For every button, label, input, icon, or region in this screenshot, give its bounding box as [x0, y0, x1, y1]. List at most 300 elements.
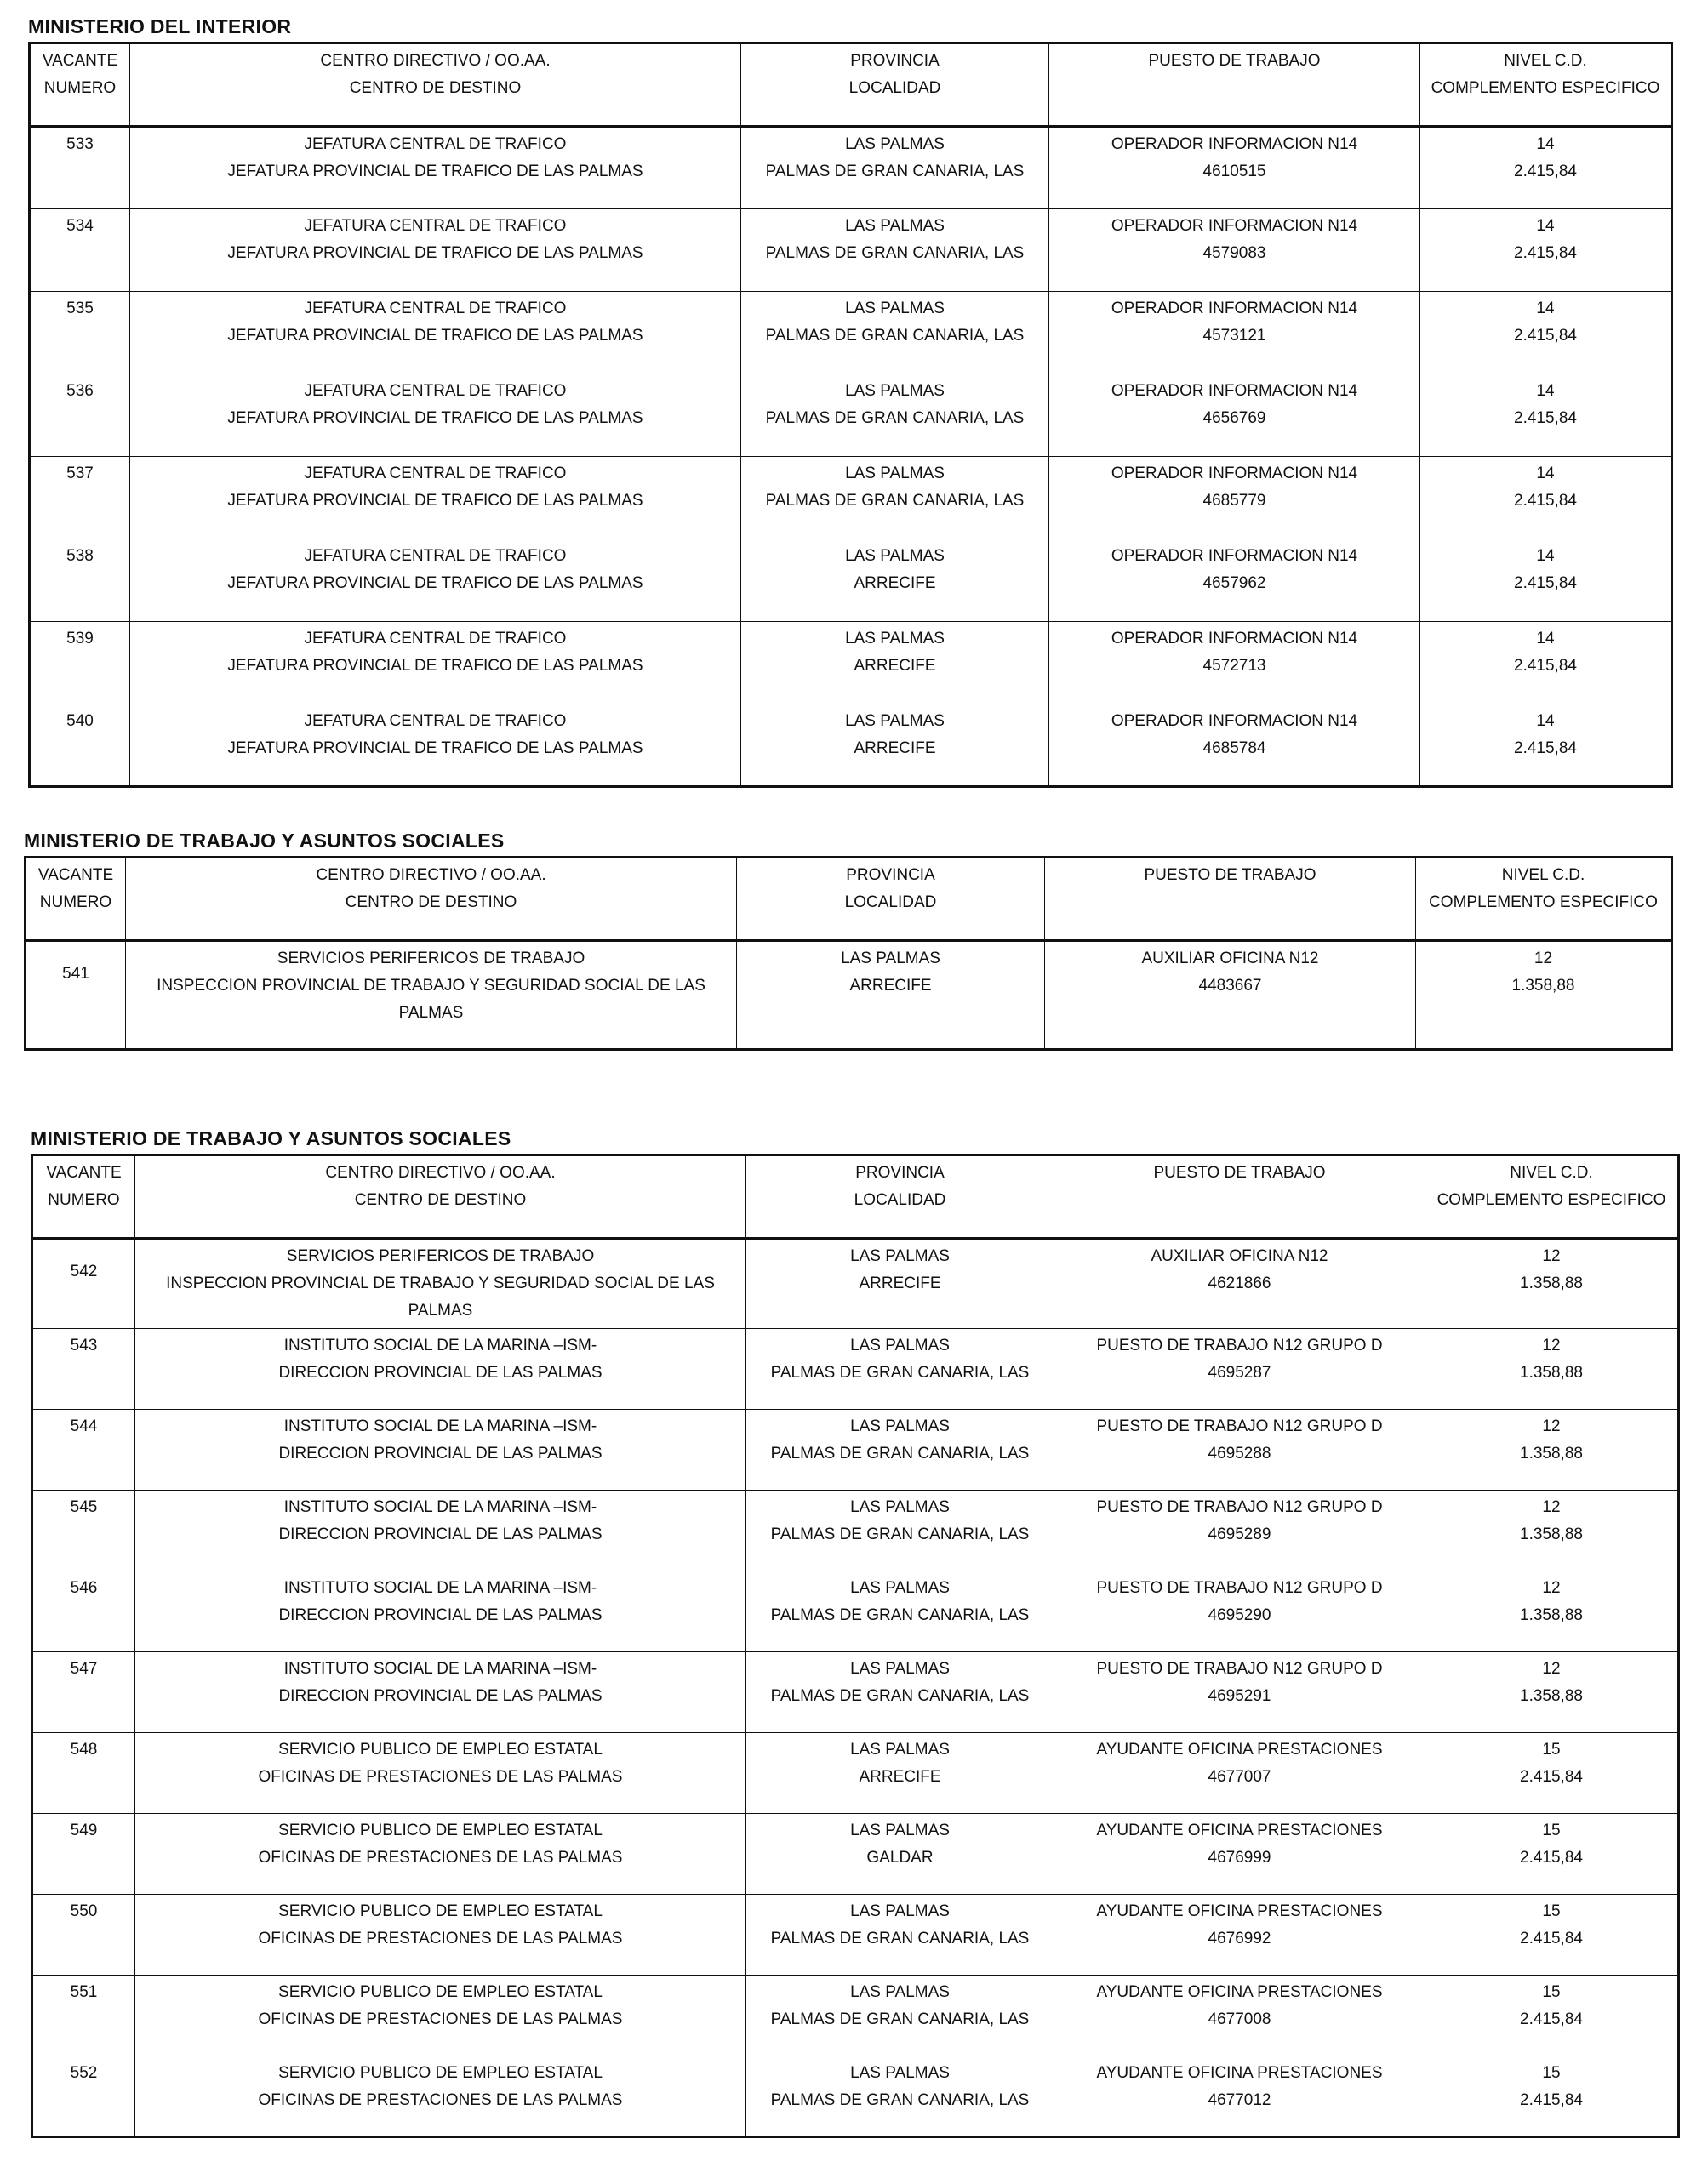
puesto-cell-text: OPERADOR INFORMACION N14 — [1111, 547, 1358, 565]
provincia-cell-text: PALMAS DE GRAN CANARIA, LAS — [765, 492, 1025, 510]
provincia-cell-text: GALDAR — [866, 1849, 934, 1867]
nivel-cell-text: 1.358,88 — [1520, 1274, 1583, 1292]
provincia-cell — [746, 1410, 1054, 1491]
nivel-cell-text: 1.358,88 — [1520, 1364, 1583, 1382]
puesto-cell-text: PUESTO DE TRABAJO N12 GRUPO D — [1096, 1417, 1383, 1435]
vacancy-table — [31, 1154, 1680, 2138]
header-text: CENTRO DE DESTINO — [349, 79, 522, 97]
nivel-cell — [1420, 374, 1672, 457]
provincia-cell-text: LAS PALMAS — [850, 1660, 950, 1678]
puesto-cell-text: PUESTO DE TRABAJO N12 GRUPO D — [1096, 1337, 1383, 1354]
puesto-cell-text: OPERADOR INFORMACION N14 — [1111, 630, 1358, 647]
section-trabajo-1 — [24, 830, 1673, 1051]
provincia-cell-text: LAS PALMAS — [845, 217, 945, 235]
table-row — [32, 1239, 1679, 1329]
nivel-cell-text: 14 — [1536, 135, 1555, 153]
provincia-cell — [746, 1329, 1054, 1410]
table-row — [30, 209, 1672, 292]
vacancy-number-text: 537 — [66, 465, 94, 482]
centro-cell-text: JEFATURA CENTRAL DE TRAFICO — [304, 382, 567, 400]
nivel-cell-text: 1.358,88 — [1511, 977, 1575, 995]
nivel-cell-text: 1.358,88 — [1520, 1445, 1583, 1463]
vacancy-table — [24, 856, 1673, 1051]
vacancy-number-text: 534 — [66, 217, 94, 235]
centro-cell-text: JEFATURA CENTRAL DE TRAFICO — [304, 547, 567, 565]
nivel-cell-text: 2.415,84 — [1520, 1768, 1583, 1786]
nivel-cell — [1420, 457, 1672, 539]
vacancy-number-text: 545 — [70, 1498, 98, 1516]
centro-cell-text: DIRECCION PROVINCIAL DE LAS PALMAS — [278, 1364, 603, 1382]
centro-cell-text: JEFATURA CENTRAL DE TRAFICO — [304, 712, 567, 730]
nivel-cell — [1425, 1652, 1679, 1733]
header-text: COMPLEMENTO ESPECIFICO — [1436, 1191, 1666, 1209]
provincia-cell-text: PALMAS DE GRAN CANARIA, LAS — [770, 1364, 1030, 1382]
puesto-cell-text: 4579083 — [1202, 244, 1266, 262]
header-col4 — [1045, 858, 1416, 941]
table-row — [32, 1814, 1679, 1895]
vacancy-number — [32, 1652, 135, 1733]
provincia-cell-text: PALMAS DE GRAN CANARIA, LAS — [765, 409, 1025, 427]
puesto-cell-text: 4483667 — [1198, 977, 1262, 995]
provincia-cell-text: LAS PALMAS — [850, 1983, 950, 2001]
header-col5 — [1425, 1155, 1679, 1239]
centro-cell-text: INSTITUTO SOCIAL DE LA MARINA –ISM- — [283, 1417, 597, 1435]
puesto-cell-text: 4677008 — [1208, 2010, 1271, 2028]
header-text: CENTRO DIRECTIVO / OO.AA. — [320, 52, 551, 70]
centro-cell-text: INSTITUTO SOCIAL DE LA MARINA –ISM- — [283, 1337, 597, 1354]
centro-cell — [135, 1410, 746, 1491]
provincia-cell-text: LAS PALMAS — [845, 712, 945, 730]
provincia-cell — [741, 374, 1049, 457]
puesto-cell — [1049, 457, 1420, 539]
nivel-cell-text: 2.415,84 — [1520, 2010, 1583, 2028]
nivel-cell-text: 2.415,84 — [1514, 327, 1577, 345]
provincia-cell-text: ARRECIFE — [859, 1768, 941, 1786]
provincia-cell-text: PALMAS DE GRAN CANARIA, LAS — [770, 1930, 1030, 1947]
centro-cell-text: INSTITUTO SOCIAL DE LA MARINA –ISM- — [283, 1579, 597, 1597]
puesto-cell — [1054, 1410, 1425, 1491]
table-header — [26, 858, 1672, 941]
nivel-cell — [1420, 127, 1672, 209]
vacancy-number-text: 541 — [62, 965, 89, 983]
centro-cell-text: JEFATURA PROVINCIAL DE TRAFICO DE LAS PALMAS — [227, 409, 643, 427]
provincia-cell — [741, 622, 1049, 704]
centro-cell-text: SERVICIO PUBLICO DE EMPLEO ESTATAL — [278, 1741, 603, 1759]
nivel-cell-text: 2.415,84 — [1514, 574, 1577, 592]
vacancy-number-text: 548 — [70, 1741, 98, 1759]
provincia-cell-text: LAS PALMAS — [850, 1337, 950, 1354]
nivel-cell-text: 12 — [1542, 1579, 1561, 1597]
puesto-cell-text: AYUDANTE OFICINA PRESTACIONES — [1096, 1741, 1383, 1759]
header-text: PUESTO DE TRABAJO — [1153, 1164, 1326, 1182]
nivel-cell — [1420, 704, 1672, 787]
provincia-cell-text: PALMAS DE GRAN CANARIA, LAS — [765, 244, 1025, 262]
centro-cell-text: JEFATURA CENTRAL DE TRAFICO — [304, 465, 567, 482]
puesto-cell — [1045, 941, 1416, 1050]
vacancy-number-text: 539 — [66, 630, 94, 647]
nivel-cell-text: 12 — [1534, 949, 1553, 967]
header-col1 — [32, 1155, 135, 1239]
centro-cell — [135, 1329, 746, 1410]
header-col2 — [130, 43, 741, 127]
provincia-cell — [746, 1571, 1054, 1652]
nivel-cell-text: 15 — [1542, 1983, 1561, 2001]
provincia-cell-text: LAS PALMAS — [845, 547, 945, 565]
nivel-cell-text: 2.415,84 — [1514, 657, 1577, 675]
centro-cell-text: DIRECCION PROVINCIAL DE LAS PALMAS — [278, 1687, 603, 1705]
centro-cell-text: INSTITUTO SOCIAL DE LA MARINA –ISM- — [283, 1498, 597, 1516]
section-trabajo-2 — [31, 1127, 1680, 2138]
table-row — [32, 1410, 1679, 1491]
header-col3 — [746, 1155, 1054, 1239]
puesto-cell-text: 4677007 — [1208, 1768, 1271, 1786]
header-text: CENTRO DIRECTIVO / OO.AA. — [316, 866, 546, 884]
nivel-cell — [1420, 622, 1672, 704]
puesto-cell-text: 4695288 — [1208, 1445, 1271, 1463]
nivel-cell-text: 14 — [1536, 382, 1555, 400]
puesto-cell-text: 4656769 — [1202, 409, 1266, 427]
puesto-cell — [1049, 622, 1420, 704]
vacancy-number — [32, 1491, 135, 1571]
section-interior — [28, 15, 1673, 788]
centro-cell-text: JEFATURA CENTRAL DE TRAFICO — [304, 630, 567, 647]
centro-cell-text: SERVICIO PUBLICO DE EMPLEO ESTATAL — [278, 2064, 603, 2082]
centro-cell-text: OFICINAS DE PRESTACIONES DE LAS PALMAS — [258, 1849, 623, 1867]
centro-cell — [130, 127, 741, 209]
vacancy-number-text: 549 — [70, 1822, 98, 1839]
centro-cell-text: SERVICIOS PERIFERICOS DE TRABAJO — [286, 1247, 595, 1265]
header-text: NIVEL C.D. — [1504, 52, 1587, 70]
provincia-cell — [741, 539, 1049, 622]
header-text: VACANTE — [37, 866, 114, 884]
puesto-cell — [1049, 292, 1420, 374]
header-text: COMPLEMENTO ESPECIFICO — [1431, 79, 1660, 97]
vacancy-number-text: 538 — [66, 547, 94, 565]
provincia-cell-text: ARRECIFE — [854, 574, 936, 592]
vacancy-number-text: 551 — [70, 1983, 98, 2001]
puesto-cell-text: PUESTO DE TRABAJO N12 GRUPO D — [1096, 1660, 1383, 1678]
nivel-cell-text: 2.415,84 — [1514, 244, 1577, 262]
provincia-cell-text: ARRECIFE — [849, 977, 932, 995]
header-col3 — [737, 858, 1045, 941]
provincia-cell-text: LAS PALMAS — [845, 630, 945, 647]
provincia-cell — [737, 941, 1045, 1050]
vacancy-number-text: 536 — [66, 382, 94, 400]
header-col5 — [1416, 858, 1672, 941]
header-col1 — [30, 43, 130, 127]
table-row — [30, 622, 1672, 704]
centro-cell — [130, 374, 741, 457]
puesto-cell-text: 4610515 — [1202, 163, 1266, 180]
section-title: MINISTERIO DE TRABAJO Y ASUNTOS SOCIALES — [24, 830, 505, 852]
centro-cell — [135, 1571, 746, 1652]
centro-cell-text: SERVICIO PUBLICO DE EMPLEO ESTATAL — [278, 1902, 603, 1920]
centro-cell-text: PALMAS — [408, 1302, 473, 1320]
puesto-cell-text: OPERADOR INFORMACION N14 — [1111, 135, 1358, 153]
header-text: LOCALIDAD — [854, 1191, 946, 1209]
nivel-cell-text: 12 — [1542, 1337, 1561, 1354]
puesto-cell — [1054, 1491, 1425, 1571]
puesto-cell — [1054, 1652, 1425, 1733]
header-text: PROVINCIA — [846, 866, 935, 884]
nivel-cell-text: 2.415,84 — [1520, 2091, 1583, 2109]
puesto-cell-text: 4685779 — [1202, 492, 1266, 510]
centro-cell-text: SERVICIO PUBLICO DE EMPLEO ESTATAL — [278, 1822, 603, 1839]
centro-cell-text: JEFATURA PROVINCIAL DE TRAFICO DE LAS PALMAS — [227, 327, 643, 345]
provincia-cell — [746, 1733, 1054, 1814]
header-text: LOCALIDAD — [844, 893, 937, 911]
puesto-cell-text: 4677012 — [1208, 2091, 1271, 2109]
table-row — [30, 539, 1672, 622]
provincia-cell — [741, 127, 1049, 209]
provincia-cell-text: LAS PALMAS — [850, 1822, 950, 1839]
nivel-cell-text: 14 — [1536, 712, 1555, 730]
vacancy-number — [32, 1410, 135, 1491]
puesto-cell-text: 4572713 — [1202, 657, 1266, 675]
puesto-cell-text: 4676992 — [1208, 1930, 1271, 1947]
centro-cell-text: DIRECCION PROVINCIAL DE LAS PALMAS — [278, 1445, 603, 1463]
provincia-cell — [746, 1491, 1054, 1571]
nivel-cell-text: 15 — [1542, 2064, 1561, 2082]
centro-cell-text: JEFATURA CENTRAL DE TRAFICO — [304, 299, 567, 317]
nivel-cell-text: 14 — [1536, 630, 1555, 647]
puesto-cell-text: 4695289 — [1208, 1525, 1271, 1543]
nivel-cell-text: 15 — [1542, 1822, 1561, 1839]
centro-cell — [135, 1491, 746, 1571]
nivel-cell — [1420, 209, 1672, 292]
puesto-cell — [1054, 1814, 1425, 1895]
nivel-cell — [1425, 1410, 1679, 1491]
table-row — [30, 292, 1672, 374]
puesto-cell — [1054, 1895, 1425, 1976]
header-text: NIVEL C.D. — [1510, 1164, 1593, 1182]
nivel-cell — [1425, 1329, 1679, 1410]
puesto-cell-text: 4695290 — [1208, 1606, 1271, 1624]
nivel-cell — [1425, 1814, 1679, 1895]
vacancy-number — [30, 374, 130, 457]
vacancy-number-text: 546 — [70, 1579, 98, 1597]
vacancy-number-text: 550 — [70, 1902, 98, 1920]
puesto-cell — [1054, 1733, 1425, 1814]
centro-cell — [130, 539, 741, 622]
provincia-cell-text: PALMAS DE GRAN CANARIA, LAS — [765, 327, 1025, 345]
centro-cell-text: INSPECCION PROVINCIAL DE TRABAJO Y SEGURIDAD SOCIAL DE LAS — [157, 977, 705, 995]
nivel-cell — [1420, 292, 1672, 374]
vacancy-number-text: 552 — [70, 2064, 98, 2082]
centro-cell — [130, 292, 741, 374]
vacancy-number — [30, 292, 130, 374]
centro-cell — [135, 1895, 746, 1976]
table-row — [32, 2056, 1679, 2137]
provincia-cell — [746, 1814, 1054, 1895]
nivel-cell — [1425, 1895, 1679, 1976]
header-text: VACANTE — [42, 52, 118, 70]
vacancy-number — [30, 127, 130, 209]
header-text: NUMERO — [43, 79, 117, 97]
centro-cell — [135, 1239, 746, 1329]
centro-cell — [130, 457, 741, 539]
puesto-cell-text: PUESTO DE TRABAJO N12 GRUPO D — [1096, 1579, 1383, 1597]
header-col2 — [126, 858, 737, 941]
provincia-cell — [746, 1895, 1054, 1976]
provincia-cell-text: PALMAS DE GRAN CANARIA, LAS — [770, 1525, 1030, 1543]
centro-cell — [130, 209, 741, 292]
puesto-cell-text: 4573121 — [1202, 327, 1266, 345]
nivel-cell-text: 12 — [1542, 1498, 1561, 1516]
nivel-cell-text: 2.415,84 — [1514, 492, 1577, 510]
provincia-cell-text: PALMAS DE GRAN CANARIA, LAS — [770, 2010, 1030, 2028]
centro-cell-text: PALMAS — [398, 1004, 464, 1022]
provincia-cell-text: LAS PALMAS — [850, 1498, 950, 1516]
nivel-cell-text: 14 — [1536, 217, 1555, 235]
table-header — [30, 43, 1672, 127]
provincia-cell-text: LAS PALMAS — [850, 2064, 950, 2082]
provincia-cell-text: PALMAS DE GRAN CANARIA, LAS — [770, 1445, 1030, 1463]
provincia-cell — [746, 2056, 1054, 2137]
provincia-cell-text: ARRECIFE — [854, 739, 936, 757]
centro-cell-text: JEFATURA CENTRAL DE TRAFICO — [304, 217, 567, 235]
provincia-cell-text: ARRECIFE — [854, 657, 936, 675]
table-row — [26, 941, 1672, 1050]
provincia-cell-text: LAS PALMAS — [850, 1247, 950, 1265]
provincia-cell-text: PALMAS DE GRAN CANARIA, LAS — [770, 1687, 1030, 1705]
header-text: NUMERO — [48, 1191, 120, 1209]
table-row — [32, 1571, 1679, 1652]
header-col2 — [135, 1155, 746, 1239]
provincia-cell-text: LAS PALMAS — [850, 1902, 950, 1920]
vacancy-number — [32, 1733, 135, 1814]
header-col3 — [741, 43, 1049, 127]
provincia-cell — [741, 704, 1049, 787]
nivel-cell-text: 2.415,84 — [1514, 409, 1577, 427]
centro-cell — [135, 1652, 746, 1733]
nivel-cell — [1425, 1733, 1679, 1814]
provincia-cell-text: LAS PALMAS — [850, 1579, 950, 1597]
vacancy-table — [28, 42, 1673, 788]
vacancy-number — [32, 1814, 135, 1895]
header-text: VACANTE — [46, 1164, 122, 1182]
provincia-cell-text: LAS PALMAS — [845, 382, 945, 400]
provincia-cell — [746, 1652, 1054, 1733]
centro-cell — [135, 1733, 746, 1814]
vacancy-number — [32, 1329, 135, 1410]
centro-cell-text: OFICINAS DE PRESTACIONES DE LAS PALMAS — [258, 1930, 623, 1947]
nivel-cell — [1425, 1239, 1679, 1329]
vacancy-number — [32, 1976, 135, 2056]
nivel-cell-text: 1.358,88 — [1520, 1606, 1583, 1624]
puesto-cell-text: AUXILIAR OFICINA N12 — [1151, 1247, 1328, 1265]
centro-cell-text: INSPECCION PROVINCIAL DE TRABAJO Y SEGURIDAD SOCIAL DE LAS — [166, 1274, 715, 1292]
table-row — [30, 457, 1672, 539]
centro-cell-text: JEFATURA PROVINCIAL DE TRAFICO DE LAS PALMAS — [227, 244, 643, 262]
puesto-cell — [1049, 539, 1420, 622]
puesto-cell — [1049, 704, 1420, 787]
centro-cell-text: JEFATURA CENTRAL DE TRAFICO — [304, 135, 567, 153]
puesto-cell-text: OPERADOR INFORMACION N14 — [1111, 465, 1358, 482]
nivel-cell-text: 12 — [1542, 1247, 1561, 1265]
vacancy-number-text: 544 — [70, 1417, 98, 1435]
vacancy-number-text: 543 — [70, 1337, 98, 1354]
nivel-cell — [1416, 941, 1672, 1050]
centro-cell — [135, 1976, 746, 2056]
nivel-cell-text: 2.415,84 — [1514, 739, 1577, 757]
puesto-cell-text: 4657962 — [1202, 574, 1266, 592]
table-body — [30, 127, 1672, 787]
table-row — [30, 374, 1672, 457]
nivel-cell-text: 2.415,84 — [1514, 163, 1577, 180]
table-row — [32, 1652, 1679, 1733]
centro-cell-text: OFICINAS DE PRESTACIONES DE LAS PALMAS — [258, 1768, 623, 1786]
puesto-cell — [1054, 1571, 1425, 1652]
vacancy-number-text: 535 — [66, 299, 94, 317]
puesto-cell-text: OPERADOR INFORMACION N14 — [1111, 217, 1358, 235]
header-text: CENTRO DIRECTIVO / OO.AA. — [325, 1164, 556, 1182]
centro-cell-text: OFICINAS DE PRESTACIONES DE LAS PALMAS — [258, 2091, 623, 2109]
puesto-cell-text: 4676999 — [1208, 1849, 1271, 1867]
nivel-cell — [1420, 539, 1672, 622]
puesto-cell — [1049, 374, 1420, 457]
provincia-cell-text: PALMAS DE GRAN CANARIA, LAS — [770, 1606, 1030, 1624]
centro-cell-text: INSTITUTO SOCIAL DE LA MARINA –ISM- — [283, 1660, 597, 1678]
header-text: COMPLEMENTO ESPECIFICO — [1429, 893, 1658, 911]
puesto-cell-text: 4685784 — [1202, 739, 1266, 757]
centro-cell-text: JEFATURA PROVINCIAL DE TRAFICO DE LAS PALMAS — [227, 739, 643, 757]
header-text: NUMERO — [39, 893, 112, 911]
header-col4 — [1049, 43, 1420, 127]
centro-cell-text: JEFATURA PROVINCIAL DE TRAFICO DE LAS PALMAS — [227, 492, 643, 510]
puesto-cell-text: OPERADOR INFORMACION N14 — [1111, 712, 1358, 730]
puesto-cell-text: AYUDANTE OFICINA PRESTACIONES — [1096, 2064, 1383, 2082]
provincia-cell-text: ARRECIFE — [859, 1274, 941, 1292]
provincia-cell-text: LAS PALMAS — [845, 135, 945, 153]
centro-cell-text: OFICINAS DE PRESTACIONES DE LAS PALMAS — [258, 2010, 623, 2028]
centro-cell-text: DIRECCION PROVINCIAL DE LAS PALMAS — [278, 1606, 603, 1624]
header-text: LOCALIDAD — [848, 79, 941, 97]
puesto-cell — [1049, 127, 1420, 209]
provincia-cell — [741, 292, 1049, 374]
vacancy-number — [30, 704, 130, 787]
centro-cell-text: SERVICIO PUBLICO DE EMPLEO ESTATAL — [278, 1983, 603, 2001]
puesto-cell-text: 4695291 — [1208, 1687, 1271, 1705]
nivel-cell-text: 1.358,88 — [1520, 1687, 1583, 1705]
header-text: PROVINCIA — [855, 1164, 945, 1182]
table-row — [30, 704, 1672, 787]
provincia-cell-text: PALMAS DE GRAN CANARIA, LAS — [765, 163, 1025, 180]
nivel-cell-text: 1.358,88 — [1520, 1525, 1583, 1543]
provincia-cell-text: LAS PALMAS — [845, 465, 945, 482]
nivel-cell-text: 14 — [1536, 547, 1555, 565]
puesto-cell-text: OPERADOR INFORMACION N14 — [1111, 382, 1358, 400]
provincia-cell — [741, 209, 1049, 292]
provincia-cell — [746, 1239, 1054, 1329]
header-text: PROVINCIA — [850, 52, 940, 70]
provincia-cell-text: LAS PALMAS — [850, 1741, 950, 1759]
centro-cell-text: JEFATURA PROVINCIAL DE TRAFICO DE LAS PALMAS — [227, 574, 643, 592]
puesto-cell — [1054, 1239, 1425, 1329]
nivel-cell-text: 15 — [1542, 1902, 1561, 1920]
header-text: PUESTO DE TRABAJO — [1148, 52, 1321, 70]
table-row — [32, 1976, 1679, 2056]
centro-cell — [126, 941, 737, 1050]
table-header — [32, 1155, 1679, 1239]
header-col1 — [26, 858, 126, 941]
table-row — [32, 1329, 1679, 1410]
centro-cell-text: JEFATURA PROVINCIAL DE TRAFICO DE LAS PALMAS — [227, 163, 643, 180]
header-text: PUESTO DE TRABAJO — [1144, 866, 1316, 884]
nivel-cell-text: 12 — [1542, 1417, 1561, 1435]
provincia-cell-text: LAS PALMAS — [850, 1417, 950, 1435]
vacancy-number — [26, 941, 126, 1050]
